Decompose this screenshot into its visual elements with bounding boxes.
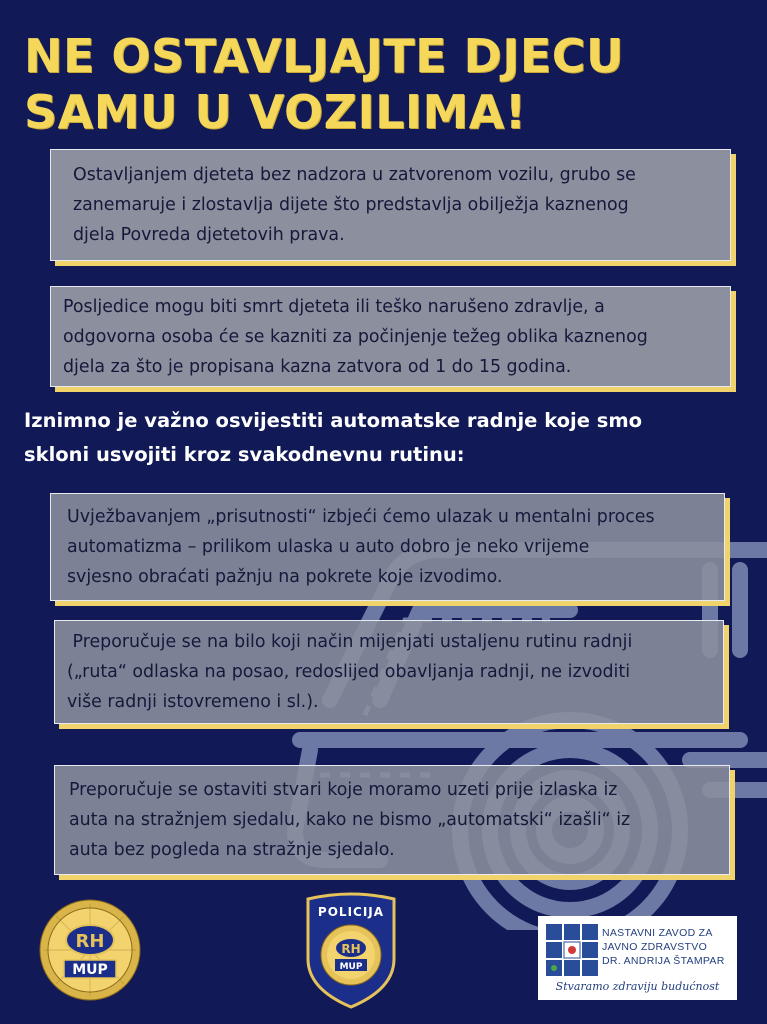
card-line: Ostavljanjem djeteta bez nadzora u zatvorenom vozilu, grubo se	[73, 165, 636, 185]
card-line: Uvježbavanjem „prisutnosti“ izbjeći ćemo ulazak u mentalni proces	[67, 507, 655, 527]
info-card-routine	[54, 620, 724, 724]
institute-name-line: DR. ANDRIJA ŠTAMPAR	[602, 955, 725, 967]
institute-name-line: NASTAVNI ZAVOD ZA	[602, 927, 713, 939]
policija-mup-text: MUP	[339, 962, 363, 972]
card-line: djela Povreda djetetovih prava.	[73, 225, 345, 245]
card-line: djela za što je propisana kazna zatvora od 1 do 15 godina.	[63, 356, 572, 377]
info-card-consequences	[50, 286, 731, 387]
subhead-line: Iznimno je važno osvijestiti automatske radnje koje smo	[24, 409, 643, 432]
card-line: automatizma – prilikom ulaska u auto dobro je neko vrijeme	[67, 537, 590, 557]
page-title	[24, 28, 744, 140]
institute-slogan: Stvaramo zdraviju budućnost	[555, 980, 720, 993]
badge-mup-text: MUP	[72, 962, 108, 978]
card-line: odgovorna osoba će se kazniti za počinjenje težeg oblika kaznenog	[63, 326, 648, 347]
card-line: Preporučuje se na bilo koji način mijenjati ustaljenu rutinu radnji	[67, 632, 633, 652]
institute-logo-icon	[546, 924, 598, 976]
policija-shield-icon	[302, 889, 400, 1009]
institute-name	[602, 926, 734, 968]
info-card-back-seat	[54, 765, 730, 875]
card-line: svjesno obraćati pažnju na pokrete koje izvodimo.	[67, 567, 503, 587]
card-line: zanemaruje i zlostavlja dijete što predstavlja obilježja kaznenog	[73, 195, 629, 215]
card-line: više radnji istovremeno i sl.).	[67, 692, 319, 712]
info-card-presence	[50, 493, 725, 601]
card-line: auta na stražnjem sjedalu, kako ne bismo „automatski“ izašli“ iz	[69, 810, 631, 830]
card-line: („ruta“ odlaska na posao, redoslijed obavljanja radnji, ne izvoditi	[67, 662, 631, 682]
mup-badge-icon	[38, 898, 142, 1002]
title-line-2: SAMU U VOZILIMA!	[24, 85, 527, 139]
title-line-1: NE OSTAVLJAJTE DJECU	[24, 29, 624, 83]
institute-name-line: JAVNO ZDRAVSTVO	[602, 941, 708, 953]
card-line: auta bez pogleda na stražnje sjedalo.	[69, 840, 395, 860]
badge-rh-text: RH	[75, 931, 105, 952]
policija-rh-text: RH	[341, 942, 361, 956]
policija-text: POLICIJA	[317, 905, 385, 919]
institute-logo-block	[538, 916, 737, 1000]
info-card-neglect	[50, 149, 731, 261]
section-subheading	[24, 404, 744, 472]
card-line: Posljedice mogu biti smrt djeteta ili teško narušeno zdravlje, a	[63, 296, 605, 317]
subhead-line: skloni usvojiti kroz svakodnevnu rutinu:	[24, 443, 465, 466]
card-line: Preporučuje se ostaviti stvari koje moramo uzeti prije izlaska iz	[69, 780, 618, 800]
